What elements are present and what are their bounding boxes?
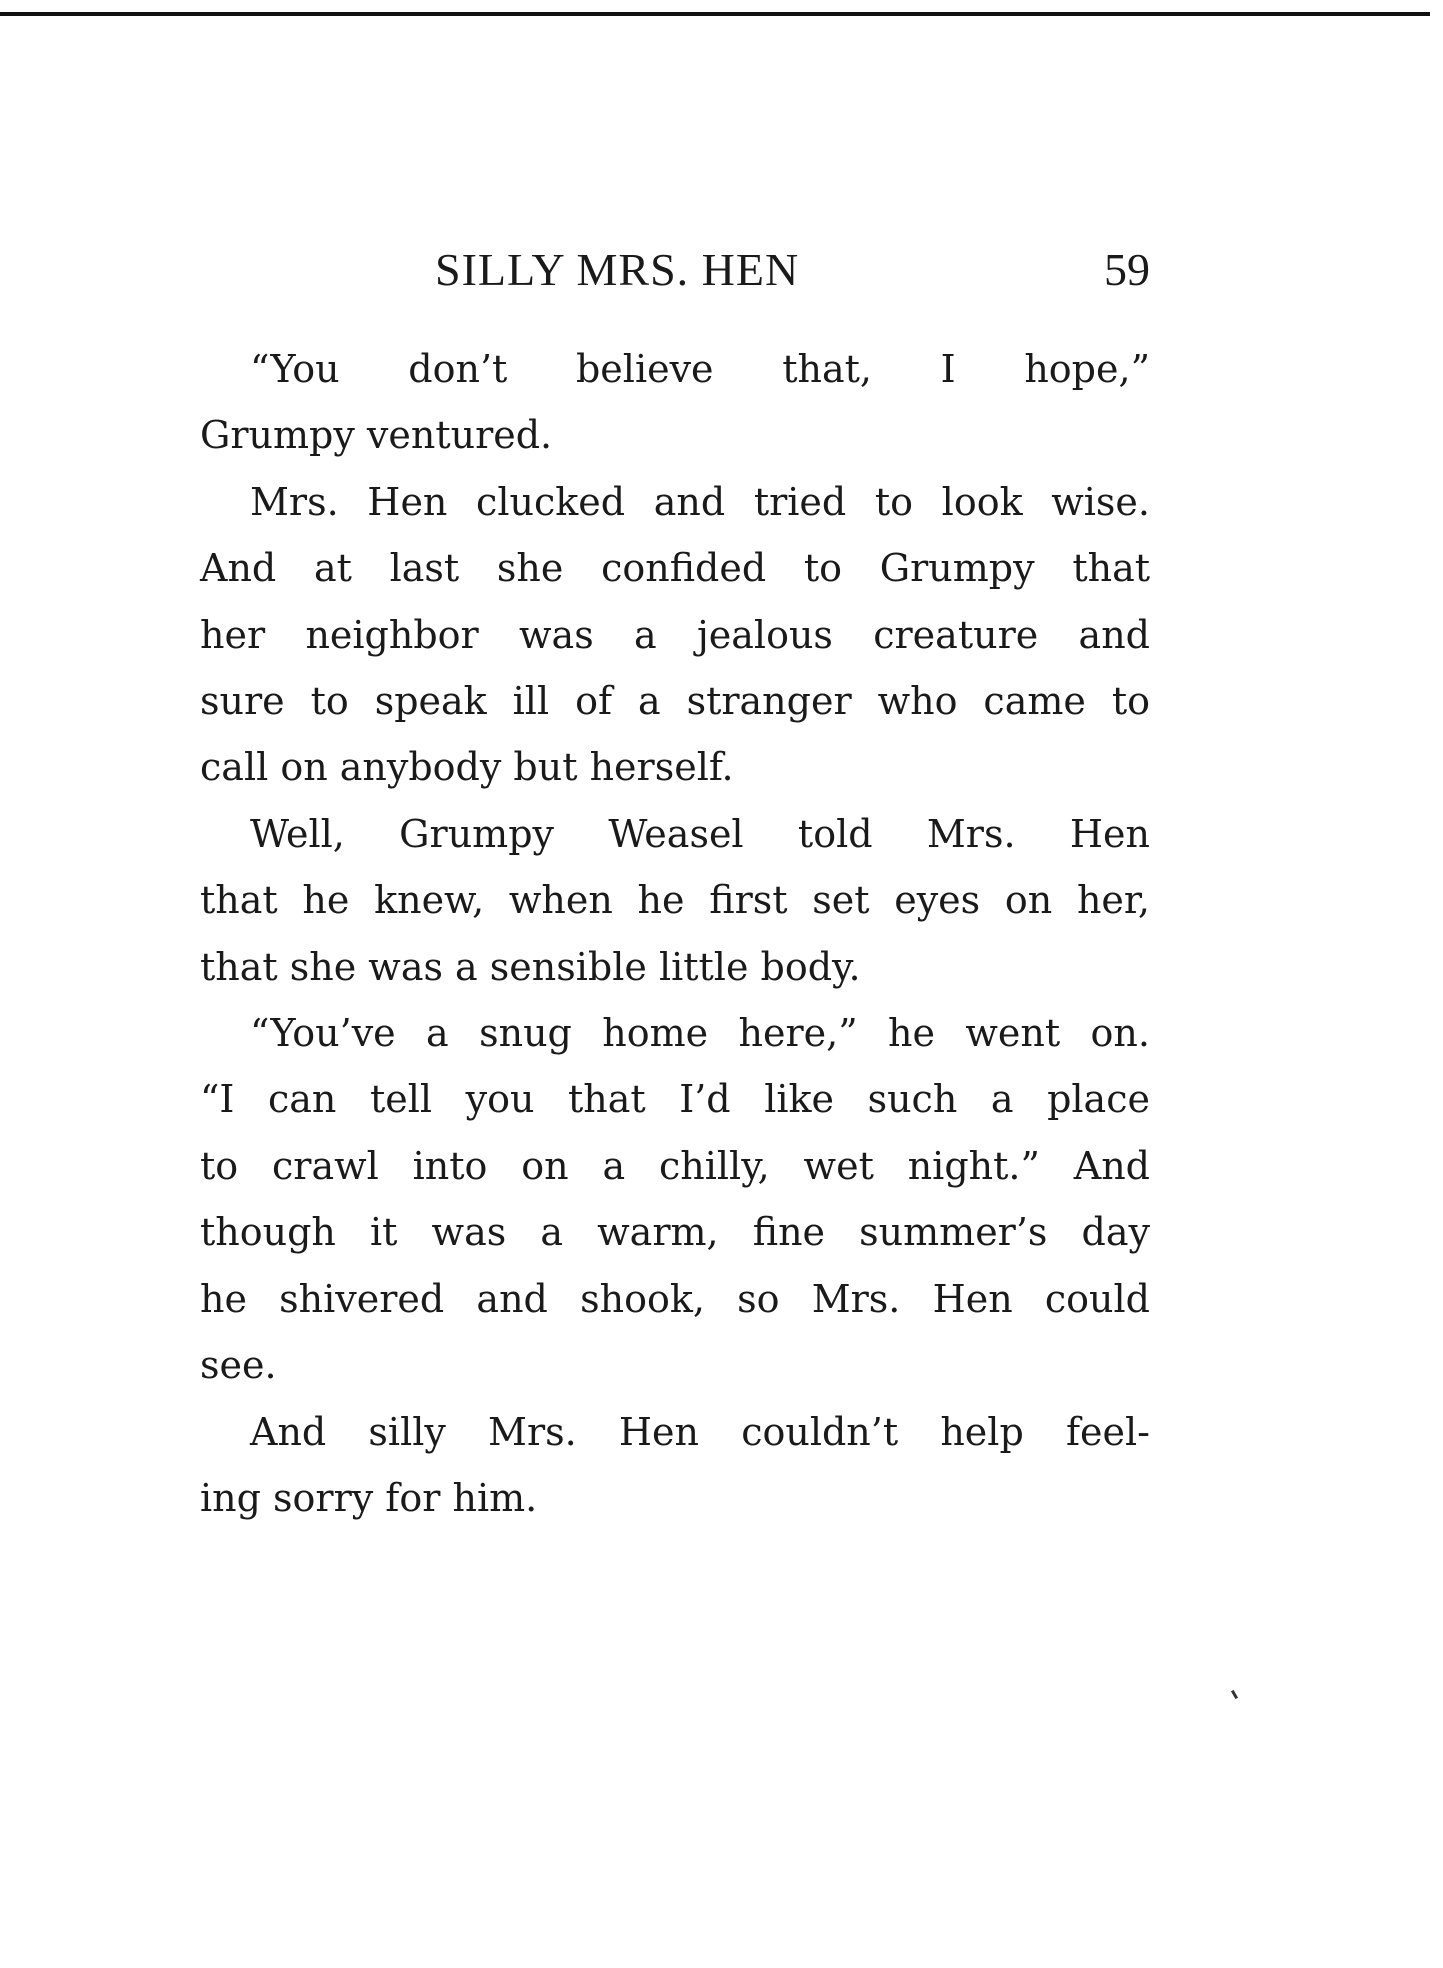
paragraph <box>200 1000 1150 1398</box>
text-line: Grumpy ventured. <box>200 413 553 458</box>
text-line: her neighbor was a jealous creature and <box>200 612 1150 657</box>
text-line: “You don’t believe that, I hope,” <box>250 347 1150 391</box>
paragraph <box>200 1399 1150 1532</box>
text-line: ing sorry for him. <box>200 1475 538 1520</box>
text-line: that he knew, when he first set eyes on her, <box>200 878 1150 923</box>
top-rule <box>0 12 1430 16</box>
page-number: 59 <box>1104 244 1150 295</box>
paragraph <box>200 336 1150 469</box>
text-line: he shivered and shook, so Mrs. Hen could <box>200 1276 1150 1321</box>
text-line: And silly Mrs. Hen couldn’t help feel- <box>250 1409 1150 1454</box>
text-line: And at last she confided to Grumpy that <box>200 546 1150 591</box>
text-line: to crawl into on a chilly, wet night.” And <box>200 1143 1150 1188</box>
text-line: though it was a warm, fine summer’s day <box>200 1210 1150 1255</box>
text-line: that she was a sensible little body. <box>200 944 861 989</box>
text-line: call on anybody but herself. <box>200 745 734 790</box>
ink-speck <box>1231 1690 1238 1699</box>
text-line: Mrs. Hen clucked and tried to look wise. <box>250 479 1150 524</box>
text-line: “You’ve a snug home here,” he went on. <box>250 1011 1150 1056</box>
page-header <box>200 240 1150 300</box>
text-line: sure to speak ill of a stranger who came to <box>200 679 1150 724</box>
paragraph <box>200 469 1150 801</box>
running-head: SILLY MRS. HEN <box>435 244 800 295</box>
text-line: Well, Grumpy Weasel told Mrs. Hen <box>250 811 1150 856</box>
body-text <box>200 336 1150 1531</box>
text-line: see. <box>200 1343 277 1388</box>
text-line: “I can tell you that I’d like such a place <box>200 1077 1150 1122</box>
paragraph <box>200 801 1150 1000</box>
